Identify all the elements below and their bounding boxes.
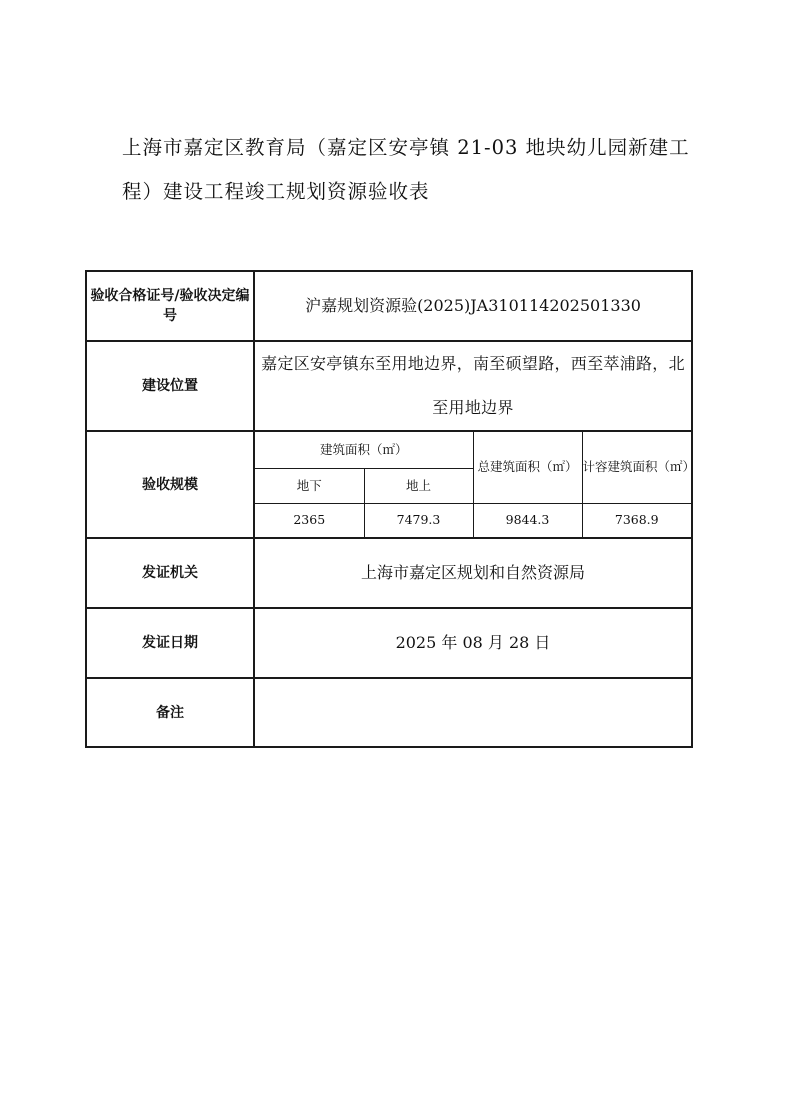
scale-label: 验收规模 <box>86 431 254 538</box>
issue-date-label: 发证日期 <box>86 608 254 678</box>
document-title: 上海市嘉定区教育局（嘉定区安亭镇 21-03 地块幼儿园新建工程）建设工程竣工规划资源验收表 <box>122 136 690 203</box>
aboveground-value: 7479.3 <box>364 503 473 537</box>
scale-subtable <box>255 432 696 537</box>
underground-label: 地下 <box>255 468 364 503</box>
total-area-header: 总建筑面积（㎡） <box>473 432 582 503</box>
total-area-value: 9844.3 <box>473 503 582 537</box>
aboveground-label: 地上 <box>364 468 473 503</box>
building-area-header: 建筑面积（㎡） <box>255 432 473 468</box>
issuer-label: 发证机关 <box>86 538 254 608</box>
issue-date-row <box>86 608 692 678</box>
certificate-row <box>86 271 692 341</box>
location-value: 嘉定区安亭镇东至用地边界，南至硕望路，西至萃浦路，北至用地边界 <box>254 341 692 431</box>
issuer-value: 上海市嘉定区规划和自然资源局 <box>254 538 692 608</box>
plot-area-value: 7368.9 <box>582 503 691 537</box>
certificate-value: 沪嘉规划资源验(2025)JA310114202501330 <box>254 271 692 341</box>
remarks-value <box>254 678 692 747</box>
scale-cell <box>254 431 696 538</box>
location-row <box>86 341 692 431</box>
remarks-label: 备注 <box>86 678 254 747</box>
location-label: 建设位置 <box>86 341 254 431</box>
underground-value: 2365 <box>255 503 364 537</box>
plot-area-header: 计容建筑面积（㎡） <box>582 432 691 503</box>
issue-date-value: 2025 年 08 月 28 日 <box>254 608 692 678</box>
acceptance-table <box>85 270 696 748</box>
issuer-row <box>86 538 692 608</box>
remarks-row <box>86 678 692 747</box>
scale-row <box>86 431 692 538</box>
certificate-label: 验收合格证号/验收决定编号 <box>86 271 254 341</box>
